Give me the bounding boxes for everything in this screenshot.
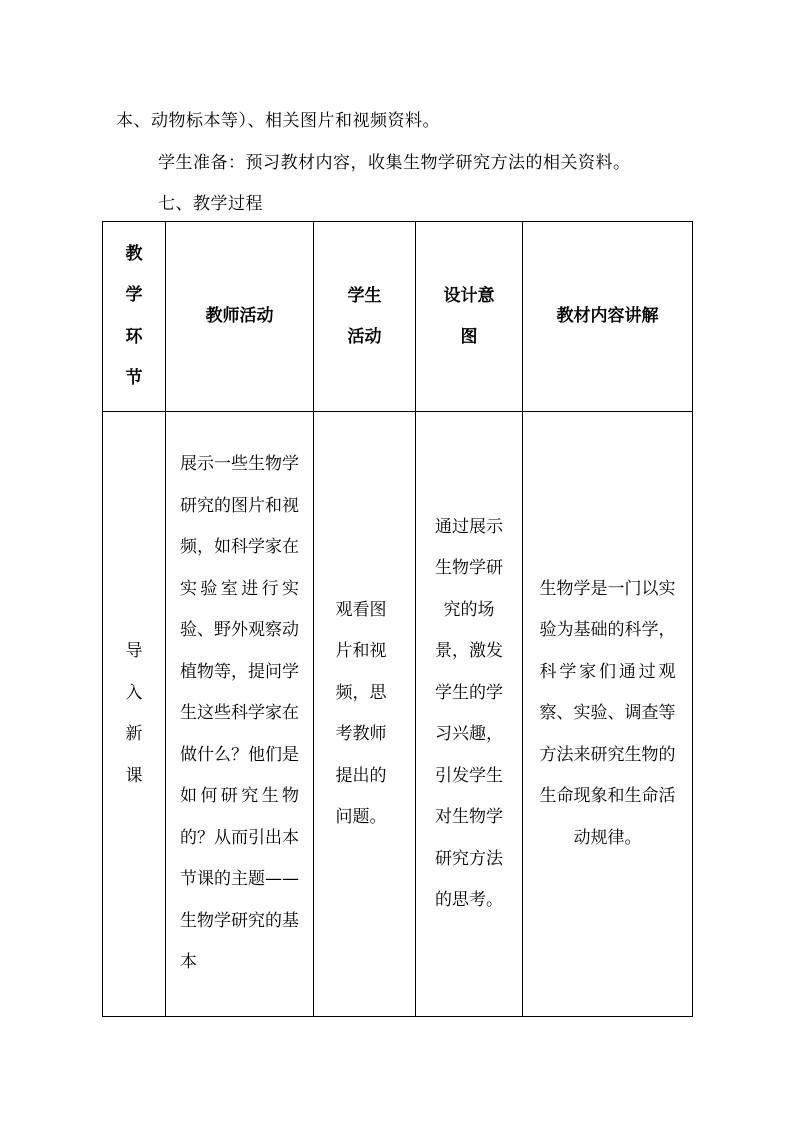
cell-teacher-activity: 展示一些生物学研究的图片和视频，如科学家在实验室进行实验、野外观察动植物等，提问学生这些科学家在做什么？他们是如何研究生物的？从而引出本节课的主题——生物学研究的基本 [166, 412, 314, 1017]
header-stage: 教学环节 [103, 222, 166, 412]
header-content-explanation: 教材内容讲解 [523, 222, 693, 412]
teaching-process-table [102, 221, 693, 1017]
intro-line-materials: 本、动物标本等）、相关图片和视频资料。 [116, 111, 440, 131]
cell-student-activity: 观看图片和视频，思考教师提出的问题。 [314, 412, 416, 1017]
cell-design-intent: 通过展示生物学研究的场景，激发学生的学习兴趣，引发学生对生物学研究方法的思考。 [416, 412, 523, 1017]
cell-content-explanation: 生物学是一门以实验为基础的科学，科学家们通过观察、实验、调查等方法来研究生物的生命现象和生命活动规律。 [523, 412, 693, 1017]
header-teacher-activity: 教师活动 [166, 222, 314, 412]
intro-line-student-prep: 学生准备：预习教材内容，收集生物学研究方法的相关资料。 [158, 153, 631, 173]
header-design-intent: 设计意图 [416, 222, 523, 412]
table-row [103, 412, 693, 1017]
section-heading-teaching-process: 七、教学过程 [158, 194, 263, 214]
cell-stage: 导入新课 [103, 412, 166, 1017]
table-header-row [103, 222, 693, 412]
header-student-activity: 学生活动 [314, 222, 416, 412]
